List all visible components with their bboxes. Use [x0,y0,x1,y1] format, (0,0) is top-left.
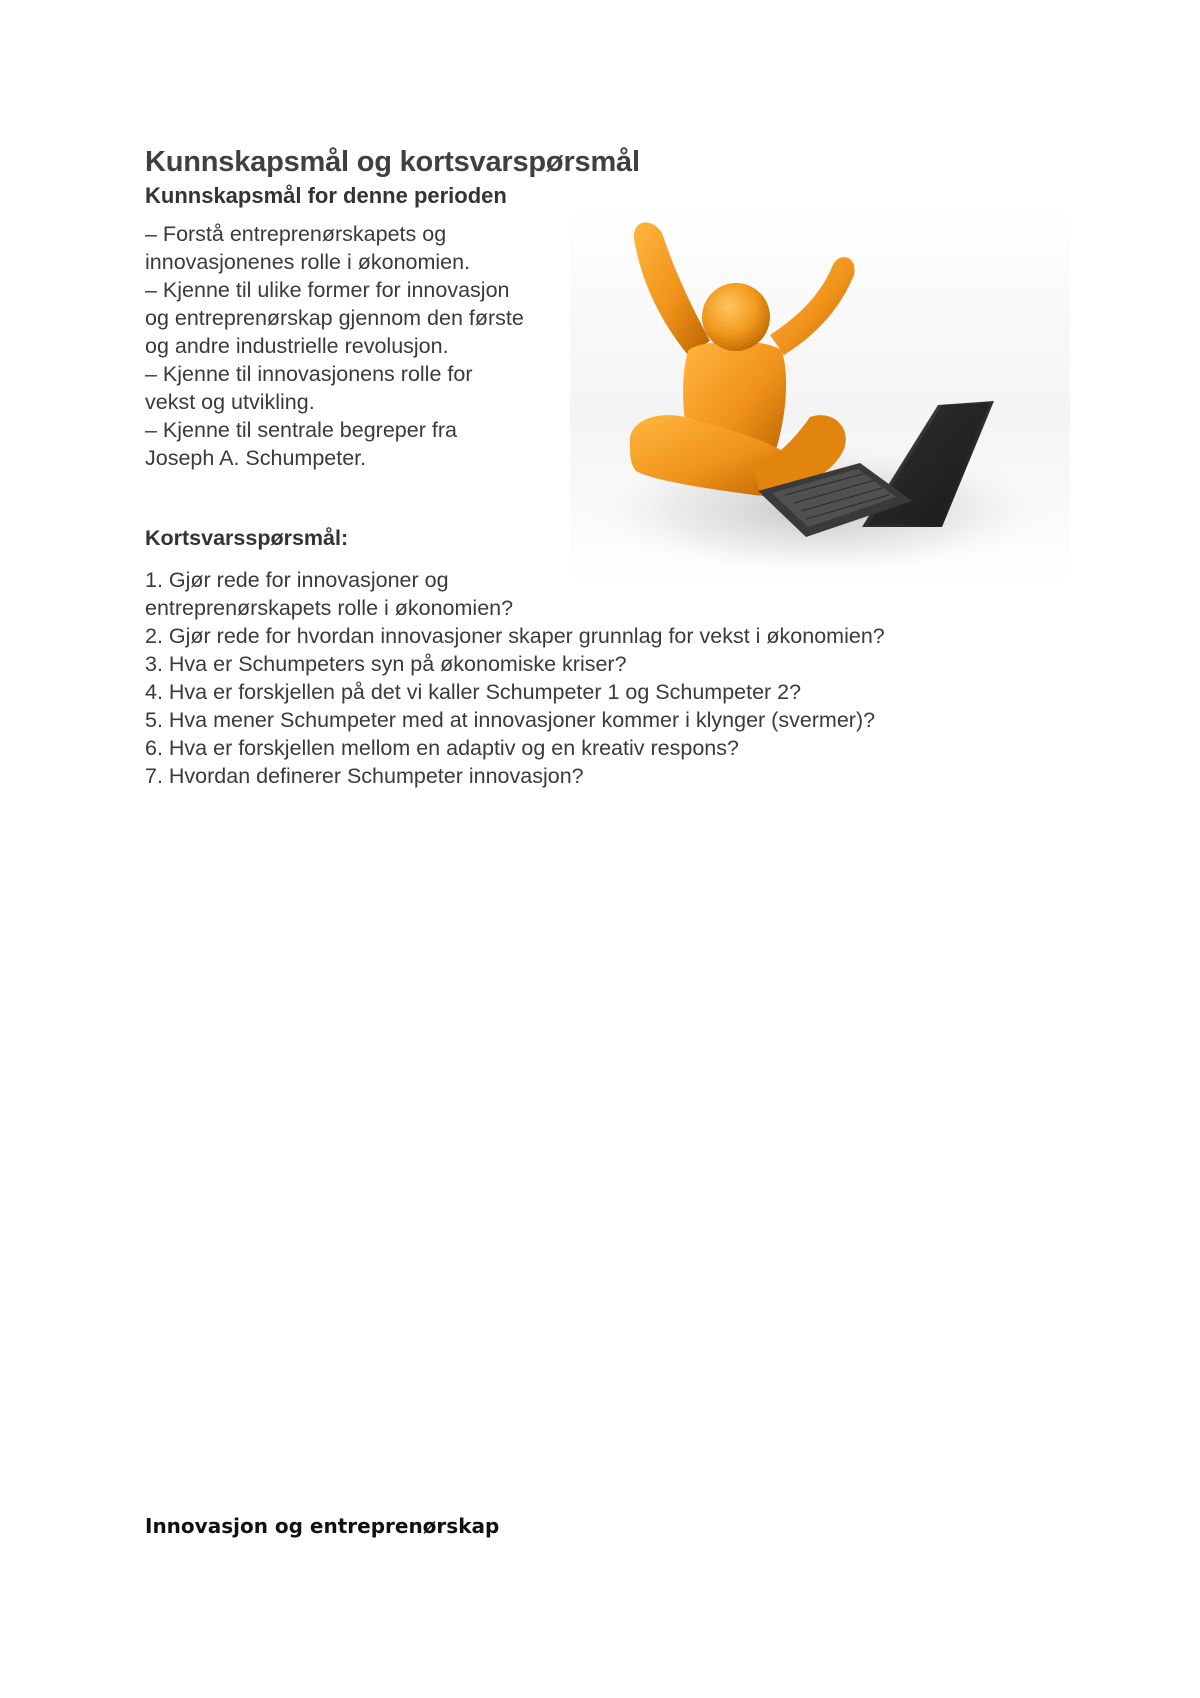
question-line: 1. Gjør rede for innovasjoner og [145,568,449,592]
page-footer: Innovasjon og entreprenørskap [145,1514,500,1538]
question-line: 5. Hva mener Schumpeter med at innovasjoner kommer i klynger (svermer)? [145,708,876,732]
question-line: 4. Hva er forskjellen på det vi kaller Schumpeter 1 og Schumpeter 2? [145,680,802,704]
page-title: Kunnskapsmål og kortsvarspørsmål [145,146,640,178]
goal-line: Joseph A. Schumpeter. [145,446,367,470]
goal-line: og andre industrielle revolusjon. [145,334,449,358]
goal-line: – Forstå entreprenørskapets og [145,222,447,246]
short-answer-questions-list [145,566,1025,790]
question-line: entreprenørskapets rolle i økonomien? [145,596,514,620]
goal-line: innovasjonenes rolle i økonomien. [145,250,471,274]
question-line: 7. Hvordan definerer Schumpeter innovasjon? [145,764,584,788]
goal-line: – Kjenne til sentrale begreper fra [145,418,457,442]
question-line: 2. Gjør rede for hvordan innovasjoner skaper grunnlag for vekst i økonomien? [145,624,885,648]
goal-line: – Kjenne til innovasjonens rolle for [145,362,473,386]
question-line: 6. Hva er forskjellen mellom en adaptiv og en kreativ respons? [145,736,739,760]
section-subtitle: Kunnskapsmål for denne perioden [145,183,507,208]
question-line: 3. Hva er Schumpeters syn på økonomiske kriser? [145,652,627,676]
questions-heading: Kortsvarsspørsmål: [145,526,349,550]
knowledge-goals-list [145,220,585,472]
goal-line: vekst og utvikling. [145,390,315,414]
cheering-person-with-laptop-icon [570,205,1070,585]
goal-line: – Kjenne til ulike former for innovasjon [145,278,510,302]
goal-line: og entreprenørskap gjennom den første [145,306,524,330]
